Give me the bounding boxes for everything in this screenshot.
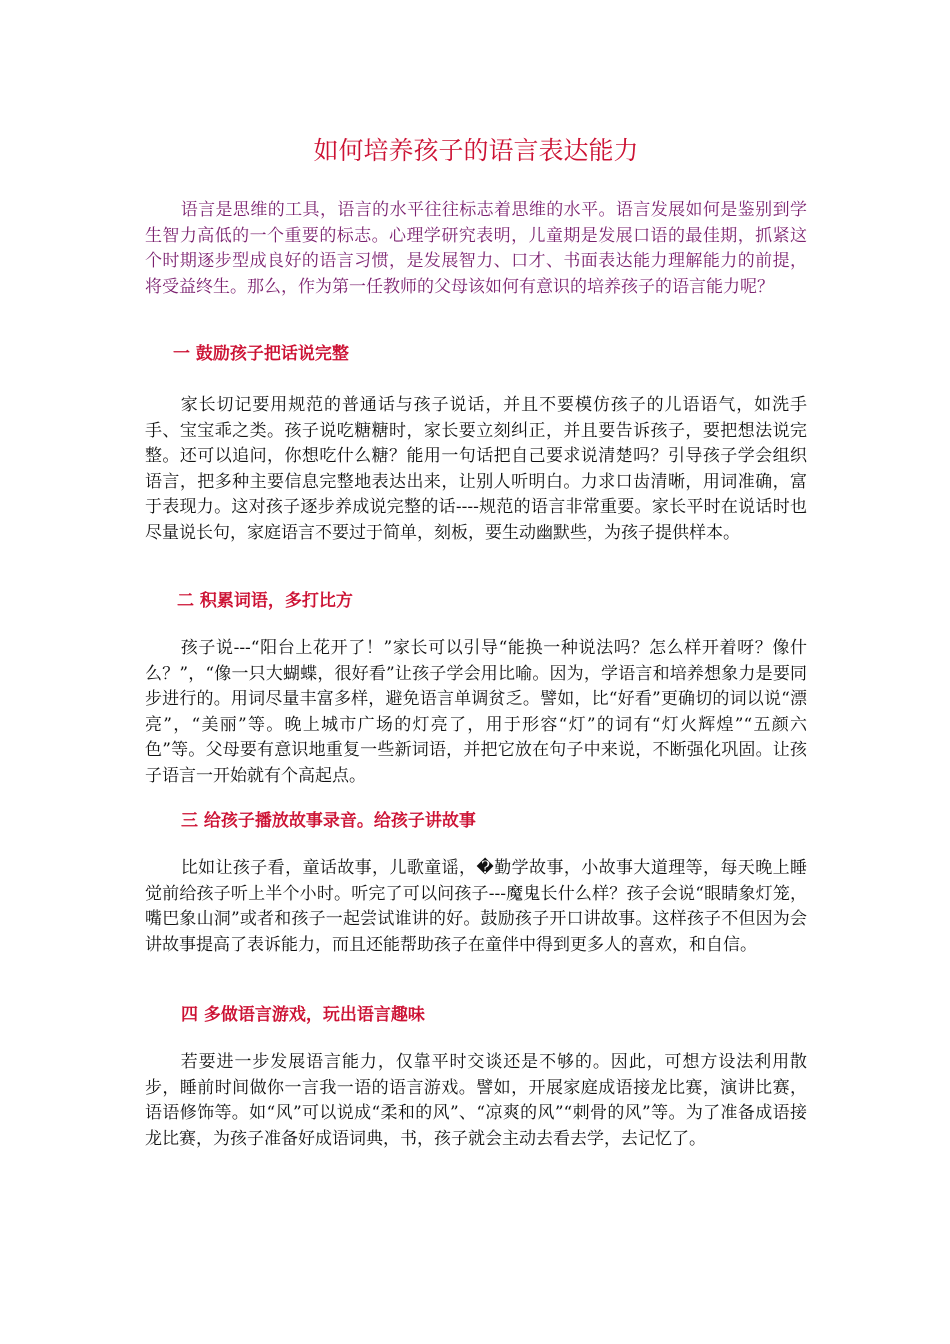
section-heading-3: 三 给孩子播放故事录音。给孩子讲故事	[181, 811, 476, 831]
section-heading-4: 四 多做语言游戏，玩出语言趣味	[181, 1005, 425, 1025]
document-title: 如何培养孩子的语言表达能力	[313, 136, 639, 165]
section-paragraph-1: 家长切记要用规范的普通话与孩子说话，并且不要模仿孩子的儿语语气，如洗手手、宝宝乖之类。孩子说吃糖糖时，家长要立刻纠正，并且要告诉孩子，要把想法说完整。还可以追问，你想吃什么糖？能用一句话把自己要求说清楚吗？引导孩子学会组织语言，把多种主要信息完整地表达出来，让别人听明白。力求口齿清晰，用词准确，富于表现力。这对孩子逐步养成说完整的话----规范的语言非常重要。家长平时在说话时也尽量说长句，家庭语言不要过于简单，刻板，要生动幽默些，为孩子提供样本。	[145, 395, 807, 543]
section-paragraph-2: 孩子说---“阳台上花开了！”家长可以引导“能换一种说法吗？怎么样开着呀？像什么？”，“像一只大蝴蝶，很好看”让孩子学会用比喻。因为，学语言和培养想象力是要同步进行的。用词尽量丰富多样，避免语言单调贫乏。譬如，比“好看”更确切的词以说“漂亮”，“美丽”等。晚上城市广场的灯亮了，用于形容“灯”的词有“灯火辉煌”“五颜六色”等。父母要有意识地重复一些新词语，并把它放在句子中来说，不断强化巩固。让孩子语言一开始就有个高起点。	[145, 638, 807, 786]
section-heading-2: 二 积累词语，多打比方	[177, 591, 353, 611]
section-heading-1: 一 鼓励孩子把话说完整	[173, 344, 349, 364]
section-paragraph-3: 比如让孩子看，童话故事，儿歌童谣，�勤学故事，小故事大道理等，每天晚上睡觉前给孩子听上半个小时。听完了可以问孩子---魔鬼长什么样？孩子会说“眼睛象灯笼，嘴巴象山洞”或者和孩子一起尝试谁讲的好。鼓励孩子开口讲故事。这样孩子不但因为会讲故事提高了表诉能力，而且还能帮助孩子在童伴中得到更多人的喜欢，和自信。	[145, 858, 807, 955]
section-paragraph-4: 若要进一步发展语言能力，仅靠平时交谈还是不够的。因此，可想方设法利用散步，睡前时间做你一言我一语的语言游戏。譬如，开展家庭成语接龙比赛，演讲比赛，语语修饰等。如“风”可以说成“柔和的风”、“凉爽的风”“刺骨的风”等。为了准备成语接龙比赛，为孩子准备好成语词典，书，孩子就会主动去看去学，去记忆了。	[145, 1052, 807, 1149]
intro-paragraph: 语言是思维的工具，语言的水平往往标志着思维的水平。语言发展如何是鉴别到学生智力高低的一个重要的标志。心理学研究表明，儿童期是发展口语的最佳期，抓紧这个时期逐步型成良好的语言习惯，是发展智力、口才、书面表达能力理解能力的前提，将受益终生。那么，作为第一任教师的父母该如何有意识的培养孩子的语言能力呢？	[145, 200, 807, 297]
